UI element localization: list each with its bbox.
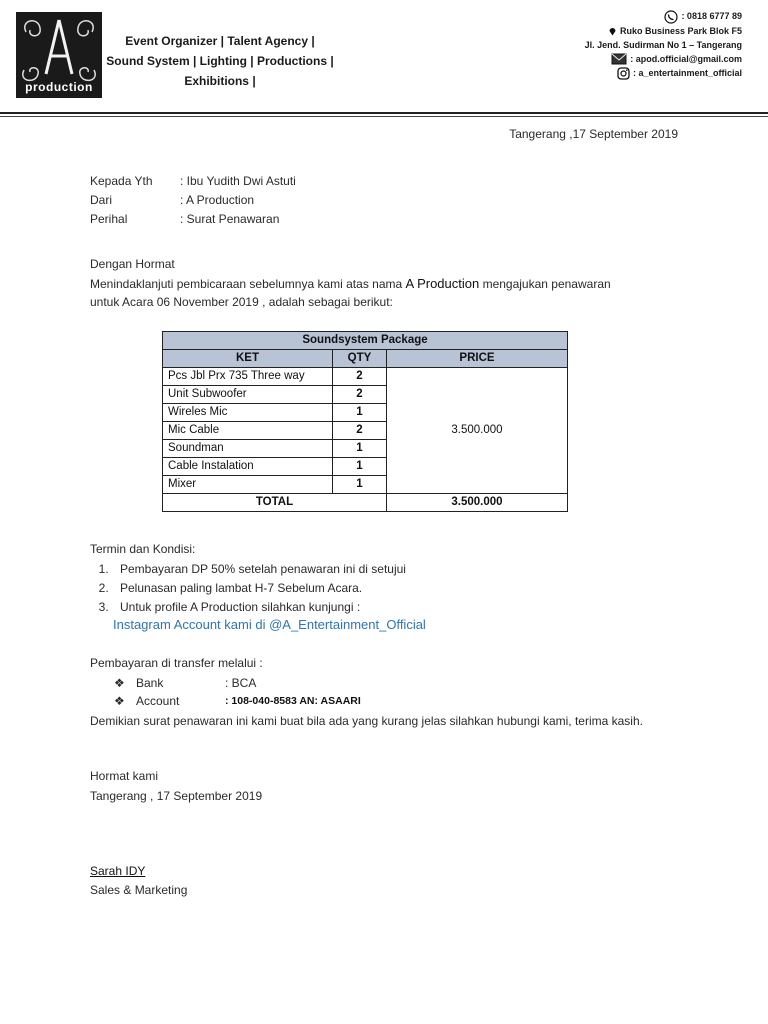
subject-value: : Surat Penawaran (180, 212, 280, 226)
contact-phone: : 0818 6777 89 (681, 11, 742, 21)
item-qty: 2 (333, 368, 387, 386)
item-name: Pcs Jbl Prx 735 Three way (163, 368, 333, 386)
item-name: Mic Cable (163, 422, 333, 440)
header-divider (0, 112, 768, 114)
closing-place-date: Tangerang , 17 September 2019 (90, 789, 263, 803)
item-qty: 1 (333, 440, 387, 458)
company-logo (16, 12, 102, 98)
diamond-bullet-icon: ❖ (114, 694, 125, 708)
item-qty: 1 (333, 404, 387, 422)
account-label: Account (136, 694, 180, 708)
total-label: TOTAL (163, 494, 387, 512)
column-header-price: PRICE (387, 350, 568, 368)
payment-title: Pembayaran di transfer melalui : (90, 656, 263, 670)
item-name: Mixer (163, 476, 333, 494)
package-price: 3.500.000 (387, 368, 568, 494)
total-value: 3.500.000 (387, 494, 568, 512)
total-row (163, 494, 568, 512)
contact-instagram: : a_entertainment_official (632, 67, 742, 78)
intro-text-end: mengajukan penawaran (479, 277, 611, 291)
location-pin-icon (608, 26, 617, 36)
item-name: Cable Instalation (163, 458, 333, 476)
intro-line1 (90, 276, 611, 291)
logo-wordmark: production (25, 80, 93, 94)
item-name: Wireles Mic (163, 404, 333, 422)
item-qty: 2 (333, 386, 387, 404)
item-name: Soundman (163, 440, 333, 458)
signer-name: Sarah IDY (90, 864, 146, 878)
diamond-bullet-icon: ❖ (114, 676, 125, 690)
terms-title: Termin dan Kondisi: (90, 542, 196, 556)
services-line: Exhibitions | (184, 74, 256, 88)
package-table (162, 331, 568, 512)
services-line: Sound System | Lighting | Productions | (106, 54, 334, 68)
header-divider-thin (0, 116, 768, 117)
column-header-ket: KET (163, 350, 333, 368)
services-list (100, 31, 340, 91)
item-qty: 1 (333, 476, 387, 494)
signer-title: Sales & Marketing (90, 883, 188, 897)
whatsapp-icon (664, 10, 678, 24)
email-icon (611, 53, 627, 65)
regards: Hormat kami (90, 769, 159, 783)
contact-block (585, 9, 742, 80)
sender-label: Dari (90, 193, 113, 207)
sender-value: : A Production (180, 193, 255, 207)
instagram-note: Instagram Account kami di @A_Entertainment_Official (113, 617, 426, 632)
intro-text: Menindaklanjuti pembicaraan sebelumnya kami atas nama (90, 277, 406, 291)
intro-brand: A Production (405, 276, 480, 291)
intro-line2: untuk Acara 06 November 2019 , adalah sebagai berikut: (90, 295, 393, 309)
terms-item: 1. Pembayaran DP 50% setelah penawaran ini di setujui (112, 560, 406, 579)
letter-date: Tangerang ,17 September 2019 (509, 127, 678, 141)
recipient-label: Kepada Yth (90, 174, 153, 188)
terms-list (90, 560, 406, 617)
item-name: Unit Subwoofer (163, 386, 333, 404)
item-qty: 1 (333, 458, 387, 476)
bank-label: Bank (136, 676, 164, 690)
terms-item: 3. Untuk profile A Production silahkan kunjungi : (112, 598, 406, 617)
account-value: : 108-040-8583 AN: ASAARI (225, 695, 361, 707)
closing-text: Demikian surat penawaran ini kami buat bila ada yang kurang jelas silahkan hubungi kami, terima kasih. (90, 714, 643, 728)
item-qty: 2 (333, 422, 387, 440)
contact-email: : apod.official@gmail.com (630, 53, 742, 64)
terms-item: 2. Pelunasan paling lambat H-7 Sebelum Acara. (112, 579, 406, 598)
instagram-icon (617, 67, 630, 80)
package-title: Soundsystem Package (163, 332, 568, 350)
subject-label: Perihal (90, 212, 128, 226)
services-line: Event Organizer | Talent Agency | (125, 34, 315, 48)
greeting: Dengan Hormat (90, 257, 175, 271)
contact-address-line1: Ruko Business Park Blok F5 (619, 25, 742, 36)
table-row (163, 368, 568, 386)
recipient-value: : Ibu Yudith Dwi Astuti (180, 174, 296, 188)
bank-value: : BCA (225, 676, 257, 690)
contact-address-line2: Jl. Jend. Sudirman No 1 – Tangerang (584, 39, 742, 50)
column-header-qty: QTY (333, 350, 387, 368)
